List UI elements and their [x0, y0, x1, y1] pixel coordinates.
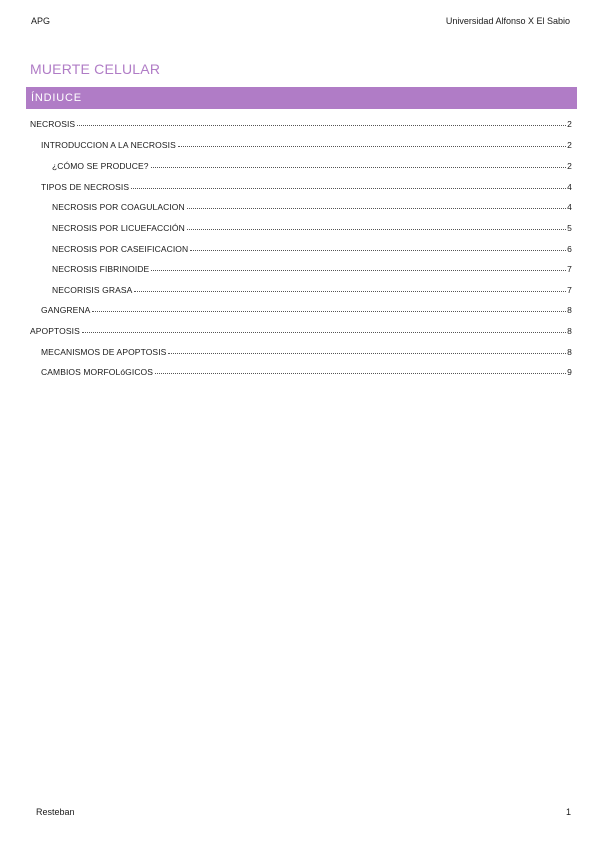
- toc-dot-leader: [151, 270, 566, 271]
- toc-entry[interactable]: [30, 115, 572, 129]
- toc-entry-label: TIPOS DE NECROSIS: [41, 182, 130, 192]
- toc-entry-label: NECROSIS FIBRINOIDE: [52, 264, 150, 274]
- toc-entry-label: NECROSIS POR LICUEFACCIÓN: [52, 223, 185, 233]
- toc-entry-page: 4: [567, 182, 572, 192]
- toc-dot-leader: [77, 125, 566, 126]
- toc-entry-label: NECROSIS POR CASEIFICACION: [52, 244, 189, 254]
- toc-entry[interactable]: [52, 260, 572, 274]
- header-left-text: APG: [31, 16, 51, 26]
- toc-entry-label: ¿CÓMO SE PRODUCE?: [52, 161, 149, 171]
- toc-dot-leader: [178, 146, 566, 147]
- toc-entry-page: 7: [567, 264, 572, 274]
- toc-dot-leader: [151, 167, 566, 168]
- toc-dot-leader: [187, 229, 566, 230]
- toc-entry-page: 2: [567, 119, 572, 129]
- toc-entry-label: INTRODUCCION A LA NECROSIS: [41, 140, 176, 150]
- toc-entry-label: MECANISMOS DE APOPTOSIS: [41, 347, 167, 357]
- toc-entry[interactable]: [52, 157, 572, 171]
- toc-dot-leader: [168, 353, 566, 354]
- toc-entry-label: CAMBIOS MORFOLóGICOS: [41, 367, 154, 377]
- toc-entry-page: 7: [567, 285, 572, 295]
- toc-entry-label: APOPTOSIS: [30, 326, 80, 336]
- toc-heading-bar: [26, 87, 577, 109]
- toc-entry[interactable]: [52, 281, 572, 295]
- toc-dot-leader: [82, 332, 566, 333]
- footer-author: Resteban: [36, 807, 75, 817]
- toc-entry[interactable]: [41, 136, 572, 150]
- toc-entry-page: 5: [567, 223, 572, 233]
- toc-entry-label: NECROSIS POR COAGULACION: [52, 202, 185, 212]
- toc-dot-leader: [92, 311, 566, 312]
- toc-entry-label: NECROSIS: [30, 119, 76, 129]
- toc-entry-label: NECORISIS GRASA: [52, 285, 133, 295]
- toc-entry[interactable]: [41, 363, 572, 377]
- toc-dot-leader: [187, 208, 566, 209]
- toc-dot-leader: [155, 373, 566, 374]
- toc-entry-page: 9: [567, 367, 572, 377]
- toc-entry-page: 4: [567, 202, 572, 212]
- toc-entry[interactable]: [52, 198, 572, 212]
- toc-entry[interactable]: [41, 301, 572, 315]
- footer-page-number: 1: [565, 807, 571, 817]
- toc-entry[interactable]: [41, 178, 572, 192]
- toc-dot-leader: [190, 250, 566, 251]
- toc-entry[interactable]: [52, 240, 572, 254]
- toc-entry-page: 8: [567, 347, 572, 357]
- toc-entry-page: 8: [567, 305, 572, 315]
- toc-entry-page: 6: [567, 244, 572, 254]
- toc-entry-label: GANGRENA: [41, 305, 91, 315]
- header-right-text: Universidad Alfonso X El Sabio: [445, 16, 570, 26]
- toc-entry-page: 8: [567, 326, 572, 336]
- toc-entry[interactable]: [30, 322, 572, 336]
- toc-entry[interactable]: [52, 219, 572, 233]
- toc-dot-leader: [131, 188, 566, 189]
- toc-entry[interactable]: [41, 343, 572, 357]
- toc-heading: ÍNDIUCE: [31, 92, 82, 104]
- toc-entry-page: 2: [567, 140, 572, 150]
- document-title: MUERTE CELULAR: [30, 61, 161, 77]
- toc-dot-leader: [134, 291, 566, 292]
- toc-entry-page: 2: [567, 161, 572, 171]
